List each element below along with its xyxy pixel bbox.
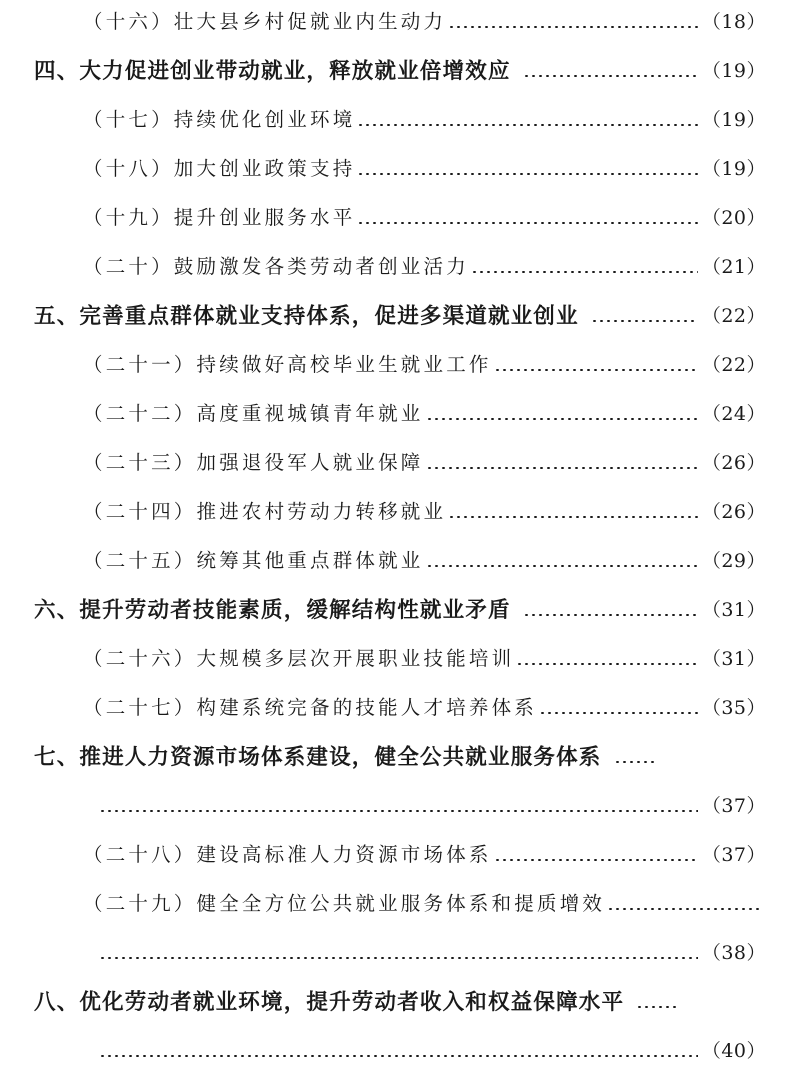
toc-entry <box>83 686 766 726</box>
toc-entry <box>83 343 766 383</box>
toc-entry-page: （24） <box>701 402 766 425</box>
toc-entry-title: （二十五）统筹其他重点群体就业 <box>83 549 424 572</box>
toc-section-page: （22） <box>701 304 766 327</box>
toc-entry-title: （二十七）构建系统完备的技能人才培养体系 <box>83 696 538 719</box>
toc-entry-page: （22） <box>701 353 766 376</box>
toc-entry-title: （二十二）高度重视城镇青年就业 <box>83 402 424 425</box>
toc-section-continuation <box>97 784 766 824</box>
toc-section-heading <box>34 49 766 89</box>
dot-leader <box>99 1055 698 1057</box>
toc-entry-page: （20） <box>701 206 766 229</box>
toc-section-heading <box>34 588 766 628</box>
toc-section-title: 六、提升劳动者技能素质，缓解结构性就业矛盾 <box>34 597 511 623</box>
dot-leader <box>539 712 698 714</box>
toc-entry <box>83 637 766 677</box>
dot-leader <box>523 75 698 77</box>
toc-entry-page: （31） <box>701 647 766 670</box>
toc-entry <box>83 539 766 579</box>
toc-section-heading <box>34 294 766 334</box>
toc-entry-page: （38） <box>701 941 766 964</box>
toc-entry-page: （19） <box>701 157 766 180</box>
toc-entry <box>83 245 766 285</box>
toc-entry <box>83 147 766 187</box>
dot-leader <box>516 663 698 665</box>
toc-section-title: 七、推进人力资源市场体系建设，健全公共就业服务体系 <box>34 744 602 770</box>
dot-leader <box>494 859 698 861</box>
toc-entry-title: （十七）持续优化创业环境 <box>83 108 356 131</box>
toc-entry-page: （26） <box>701 500 766 523</box>
toc-entry-page: （37） <box>701 843 766 866</box>
toc-entry <box>83 490 766 530</box>
toc-entry <box>83 441 766 481</box>
dot-leader <box>448 516 698 518</box>
toc-entry <box>83 833 766 873</box>
dot-leader <box>426 565 698 567</box>
toc-entry-title: （二十三）加强退役军人就业保障 <box>83 451 424 474</box>
dot-leader <box>426 467 698 469</box>
toc-section-heading <box>34 735 766 775</box>
dot-leader <box>99 810 698 812</box>
toc-entry-page: （18） <box>701 10 766 33</box>
dot-leader <box>426 418 698 420</box>
dot-leader <box>471 271 698 273</box>
toc-entry-title: （二十四）推进农村劳动力转移就业 <box>83 500 447 523</box>
dot-leader <box>448 26 698 28</box>
dot-leader <box>636 1006 680 1008</box>
toc-section-continuation <box>97 1029 766 1069</box>
toc-entry-page: （29） <box>701 549 766 572</box>
dot-leader <box>523 614 698 616</box>
toc-entry <box>83 98 766 138</box>
toc-entry-page: （19） <box>701 108 766 131</box>
toc-section-page: （40） <box>701 1039 766 1062</box>
toc-entry <box>83 392 766 432</box>
toc-section-title: 八、优化劳动者就业环境，提升劳动者收入和权益保障水平 <box>34 989 625 1015</box>
dot-leader <box>99 957 698 959</box>
toc-entry-title: （十六）壮大县乡村促就业内生动力 <box>83 10 447 33</box>
toc-section-page: （31） <box>701 598 766 621</box>
toc-section-heading <box>34 980 766 1020</box>
toc-section-title: 五、完善重点群体就业支持体系，促进多渠道就业创业 <box>34 303 579 329</box>
toc-entry-page: （21） <box>701 255 766 278</box>
toc-entry-title: （十九）提升创业服务水平 <box>83 206 356 229</box>
toc-section-page: （19） <box>701 59 766 82</box>
dot-leader <box>494 369 698 371</box>
toc-entry <box>83 882 766 922</box>
toc-entry-page: （35） <box>701 696 766 719</box>
dot-leader <box>607 908 762 910</box>
toc-entry <box>83 196 766 236</box>
dot-leader <box>614 761 658 763</box>
toc-entry-title: （二十）鼓励激发各类劳动者创业活力 <box>83 255 469 278</box>
toc-entry-title: （二十六）大规模多层次开展职业技能培训 <box>83 647 515 670</box>
toc-entry-title: （二十八）建设高标准人力资源市场体系 <box>83 843 492 866</box>
dot-leader <box>357 222 697 224</box>
toc-entry-continuation <box>97 931 766 971</box>
toc-section-page: （37） <box>701 794 766 817</box>
dot-leader <box>357 124 697 126</box>
toc-entry-page: （26） <box>701 451 766 474</box>
dot-leader <box>591 320 698 322</box>
dot-leader <box>357 173 697 175</box>
toc-entry-title: （二十一）持续做好高校毕业生就业工作 <box>83 353 492 376</box>
toc-section-title: 四、大力促进创业带动就业，释放就业倍增效应 <box>34 58 511 84</box>
toc-entry <box>83 0 766 40</box>
toc-entry-title: （二十九）健全全方位公共就业服务体系和提质增效 <box>83 892 606 915</box>
toc-entry-title: （十八）加大创业政策支持 <box>83 157 356 180</box>
